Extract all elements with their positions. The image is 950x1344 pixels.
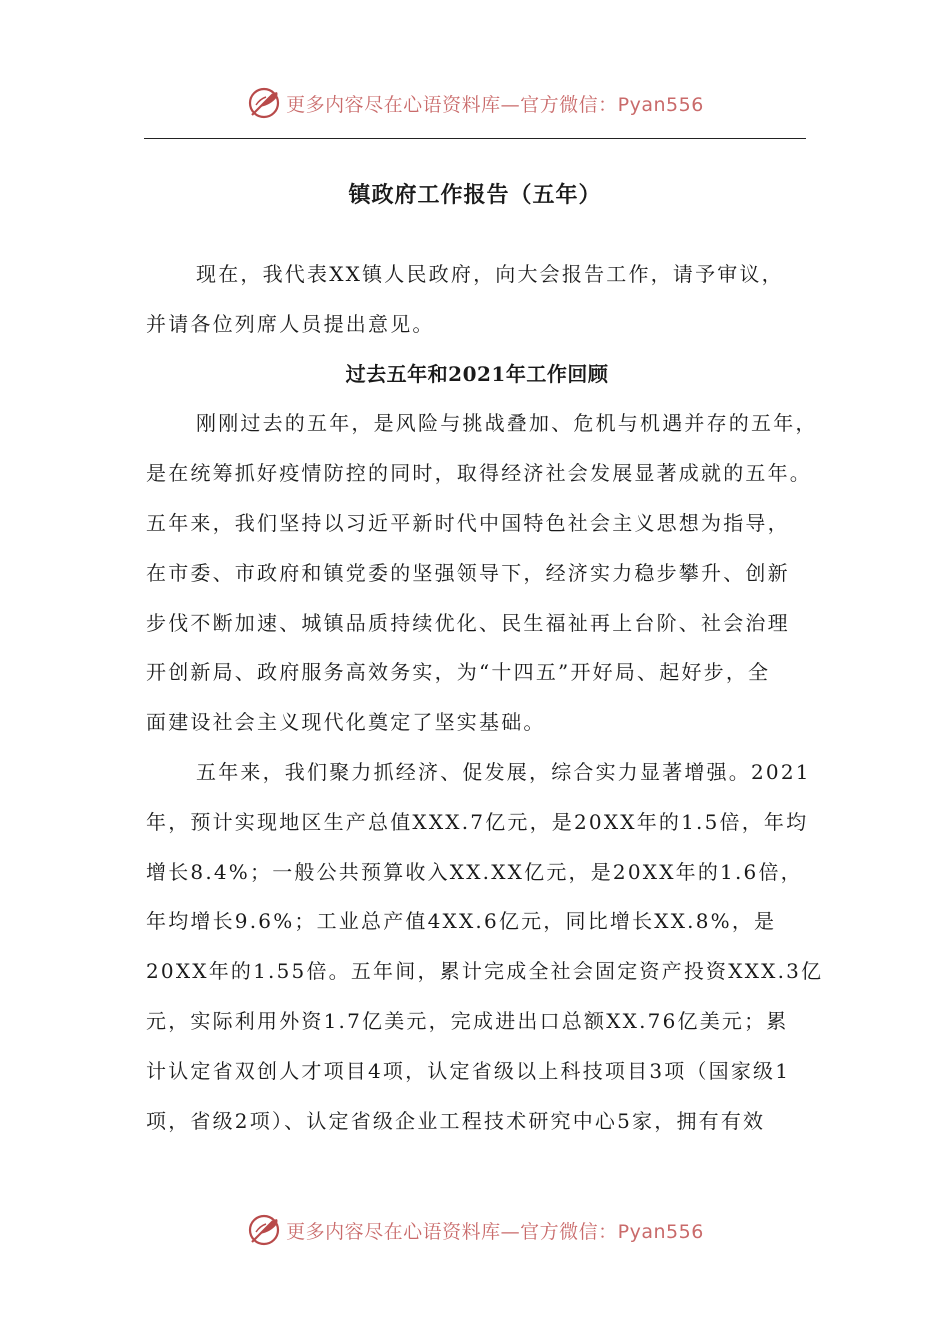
banner-text: 更多内容尽在心语资料库—官方微信：Pyan556 bbox=[286, 93, 704, 116]
quill-logo-icon bbox=[246, 1212, 282, 1248]
text-line: 现在，我代表XX镇人民政府，向大会报告工作，请予审议， bbox=[196, 262, 784, 286]
footer-banner bbox=[0, 1210, 950, 1250]
text-line: 五年来，我们聚力抓经济、促发展，综合实力显著增强。2021 bbox=[196, 759, 811, 784]
text-line: 并请各位列席人员提出意见。 bbox=[146, 311, 435, 336]
text-line: 项，省级2项）、认定省级企业工程技术研究中心5家，拥有有效 bbox=[146, 1108, 766, 1133]
text-line: 刚刚过去的五年，是风险与挑战叠加、危机与机遇并存的五年， bbox=[196, 411, 818, 436]
text-line: 五年来，我们坚持以习近平新时代中国特色社会主义思想为指导， bbox=[146, 510, 790, 535]
text-line: 年，预计实现地区生产总值XXX.7亿元，是20XX年的1.5倍，年均 bbox=[146, 809, 809, 834]
wechat-id: Pyan556 bbox=[617, 1220, 704, 1243]
header-banner bbox=[0, 83, 950, 123]
text-line: 面建设社会主义现代化奠定了坚实基础。 bbox=[146, 710, 546, 735]
section-heading: 过去五年和2021年工作回顾 bbox=[345, 361, 609, 386]
text-line: 年均增长9.6%；工业总产值4XX.6亿元，同比增长XX.8%，是 bbox=[146, 909, 777, 934]
text-line: 步伐不断加速、城镇品质持续优化、民生福祉再上台阶、社会治理 bbox=[146, 610, 790, 635]
text-line: 20XX年的1.55倍。五年间，累计完成全社会固定资产投资XXX.3亿 bbox=[146, 959, 824, 984]
paragraph-review bbox=[146, 399, 818, 748]
quill-logo-icon bbox=[246, 85, 282, 121]
header-divider bbox=[144, 138, 806, 139]
text-line: 在市委、市政府和镇党委的坚强领导下，经济实力稳步攀升、创新 bbox=[146, 560, 790, 585]
document-body bbox=[146, 250, 824, 1146]
text-line: 增长8.4%；一般公共预算收入XX.XX亿元，是20XX年的1.6倍， bbox=[146, 859, 803, 884]
text-line: 开创新局、政府服务高效务实，为“十四五”开好局、起好步，全 bbox=[146, 660, 771, 685]
wechat-id: Pyan556 bbox=[617, 93, 704, 116]
text-line: 是在统筹抓好疫情防控的同时，取得经济社会发展显著成就的五年。 bbox=[146, 461, 812, 486]
intro-paragraph bbox=[146, 250, 808, 350]
paragraph-economy bbox=[146, 748, 824, 1146]
document-title: 镇政府工作报告（五年） bbox=[348, 182, 602, 208]
text-line: 元，实际利用外资1.7亿美元，完成进出口总额XX.76亿美元；累 bbox=[146, 1008, 789, 1033]
banner-text: 更多内容尽在心语资料库—官方微信：Pyan556 bbox=[286, 1220, 704, 1243]
text-line: 计认定省双创人才项目4项，认定省级以上科技项目3项（国家级1 bbox=[146, 1058, 791, 1083]
